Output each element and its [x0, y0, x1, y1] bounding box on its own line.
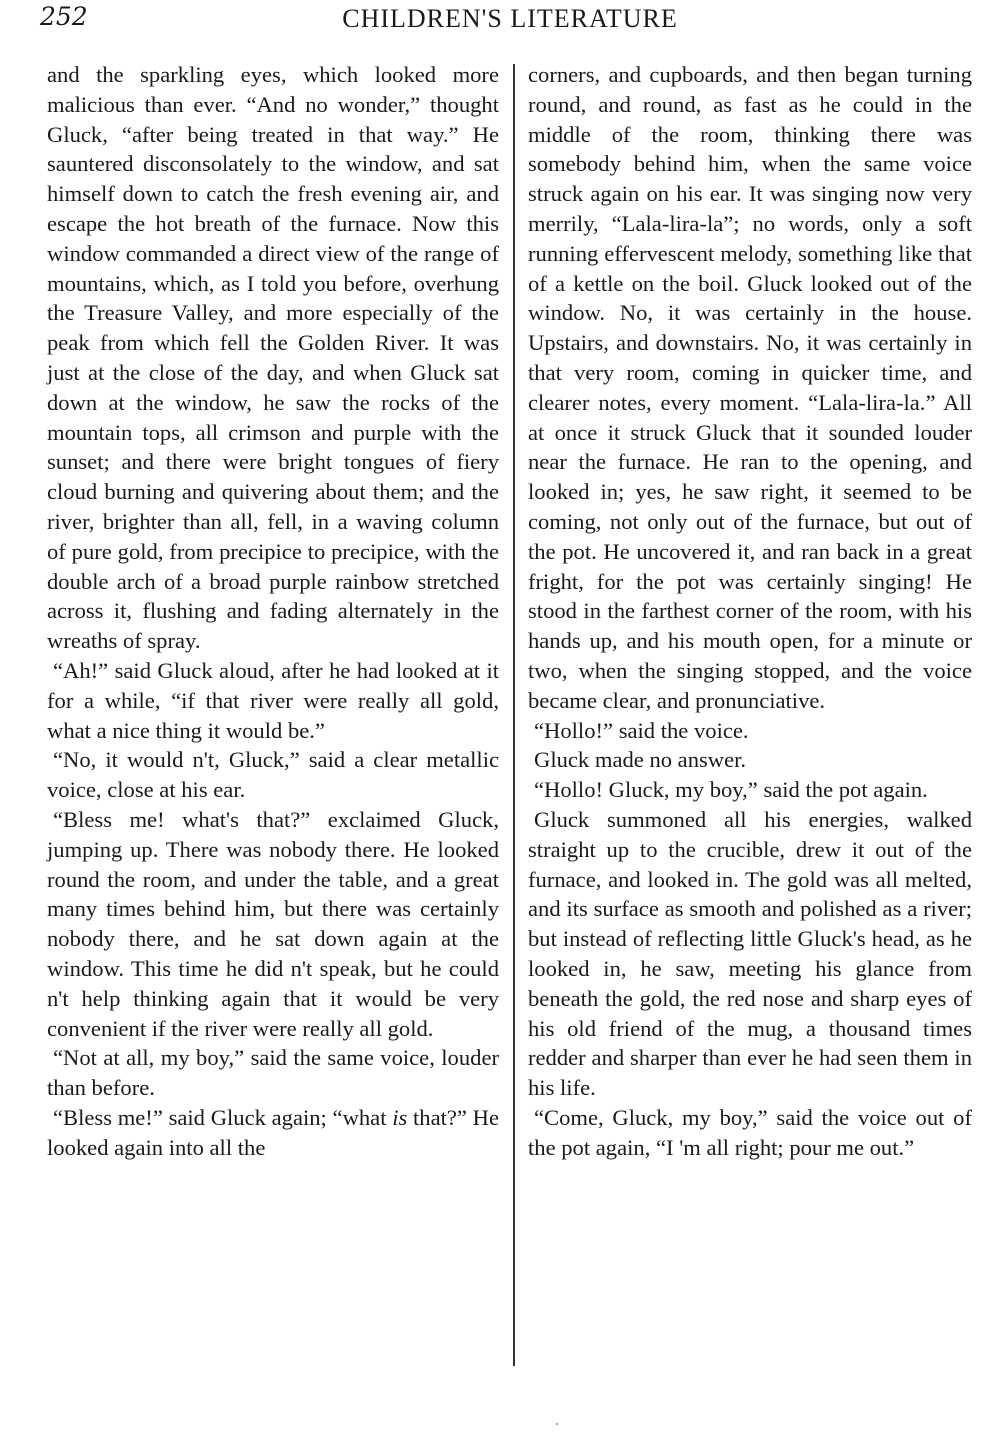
- print-speck: [556, 1423, 558, 1425]
- paragraph: “Bless me! what's that?” exclaimed Gluck, jumping up. There was nobody there. He looked round the room, and under the table, and a great many times behind him, but there was certainly nobody there, and he sat down again at the window. This time he did n't speak, but he could n't help thinking again that it would be very convenient if the river were really all gold.: [47, 806, 499, 1041]
- column-divider: [513, 64, 515, 1366]
- emphasis-text: is: [392, 1104, 408, 1130]
- page-number: 252: [40, 2, 88, 31]
- paragraph: Gluck summoned all his energies, walked straight up to the crucible, drew it out of the furnace, and looked in. The gold was all melted, and its surface as smooth and polished as a river; but instead of reflecting little Gluck's head, as he looked in, he saw, meeting his glance from beneath the gold, the red nose and sharp eyes of his old friend of the mug, a thousand times redder and sharper than ever he had seen them in his life.: [528, 806, 972, 1101]
- paragraph: “Hollo! Gluck, my boy,” said the pot again.: [534, 777, 928, 803]
- paragraph: “Come, Gluck, my boy,” said the voice out of the pot again, “I 'm all right; pour me out.”: [528, 1104, 972, 1160]
- paragraph-text: that?” He looked again into all the: [47, 1104, 500, 1160]
- page-header: [40, 2, 980, 36]
- paragraph: Gluck made no answer.: [534, 747, 747, 773]
- running-title: CHILDREN'S LITERATURE: [342, 4, 678, 33]
- paragraph: “Not at all, my boy,” said the same voice, louder than before.: [47, 1045, 499, 1101]
- right-column: [528, 60, 972, 1162]
- paragraph: corners, and cupboards, and then began turning round, and round, as fast as he could in the middle of the room, thinking there was somebody behind him, when the same voice struck again on his ear. It was singing now very merrily, “Lala-lira-la”; no words, only a soft running effervescent melody, something like that of a kettle on the boil. Gluck looked out of the window. No, it was certainly in the house. Upstairs, and downstairs. No, it was certainly in that very room, coming in quicker time, and clearer notes, every moment. “Lala-lira-la.” All at once it struck Gluck that it sounded louder near the furnace. He ran to the opening, and looked in; yes, he saw right, it seemed to be coming, not only out of the furnace, but out of the pot. He uncovered it, and ran back in a great fright, for the pot was certainly singing! He stood in the farthest corner of the room, with his hands up, and his mouth open, for a minute or two, when the singing stopped, and the voice became clear, and pronunciative.: [528, 62, 972, 713]
- paragraph: “No, it would n't, Gluck,” said a clear metallic voice, close at his ear.: [47, 747, 499, 803]
- paragraph-text: “Bless me!” said Gluck again; “what: [53, 1104, 393, 1130]
- paragraph: “Hollo!” said the voice.: [534, 717, 749, 743]
- paragraph: “Ah!” said Gluck aloud, after he had looked at it for a while, “if that river were really all gold, what a nice thing it would be.”: [47, 657, 499, 743]
- left-column: [47, 60, 499, 1162]
- paragraph: [47, 1103, 499, 1163]
- paragraph: and the sparkling eyes, which looked more malicious than ever. “And no wonder,” thought Gluck, “after being treated in that way.” He sauntered disconsolately to the window, and sat himself down to catch the fresh evening air, and escape the hot breath of the furnace. Now this window commanded a direct view of the range of mountains, which, as I told you before, overhung the Treasure Valley, and more especially of the peak from which fell the Golden River. It was just at the close of the day, and when Gluck sat down at the window, he saw the rocks of the mountain tops, all crimson and purple with the sunset; and there were bright tongues of fiery cloud burning and quivering about them; and the river, brighter than all, fell, in a waving column of pure gold, from precipice to precipice, with the double arch of a broad purple rainbow stretched across it, flushing and fading alternately in the wreaths of spray.: [47, 62, 499, 654]
